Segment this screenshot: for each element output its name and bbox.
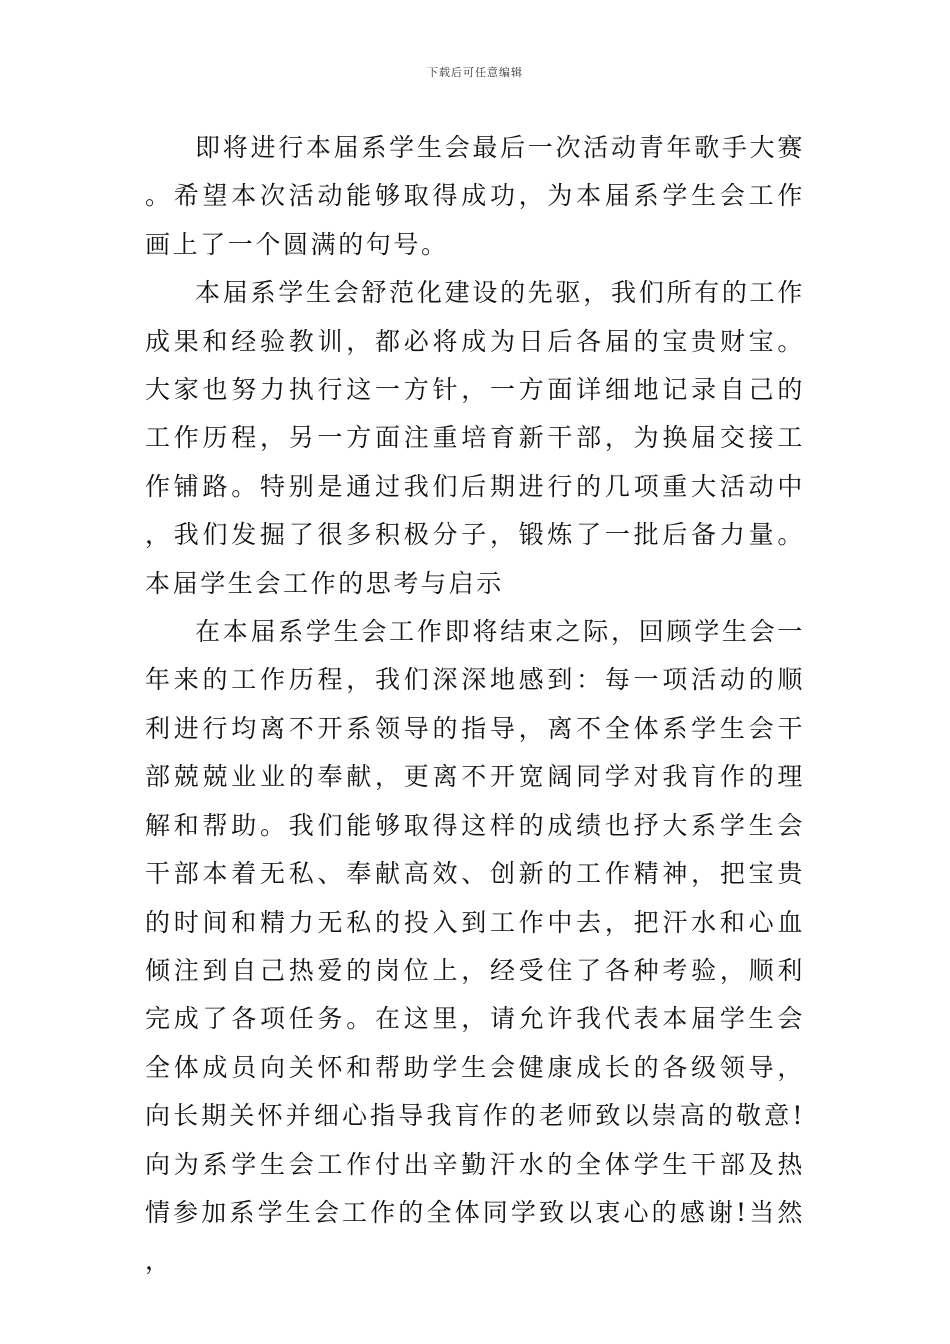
paragraph-1: 即将进行本届系学生会最后一次活动青年歌手大赛。希望本次活动能够取得成功，为本届系学生会工作画上了一个圆满的句号。	[145, 133, 805, 259]
page-header: 下载后可任意编辑	[427, 66, 523, 79]
paragraph-2: 本届系学生会舒范化建设的先驱，我们所有的工作成果和经验教训，都必将成为日后各届的宝贵财宝。大家也努力执行这一方针，一方面详细地记录自己的工作历程，另一方面注重培育新干部，为换届交接工作铺路。特别是通过我们后期进行的几项重大活动中，我们发掘了很多积极分子，锻炼了一批后备力量。 本届学生会工作的思考与启示	[145, 278, 805, 598]
document-body	[145, 124, 805, 1286]
paragraph-3: 在本届系学生会工作即将结束之际，回顾学生会一年来的工作历程，我们深深地感到：每一项活动的顺利进行均离不开系领导的指导，离不全体系学生会干部兢兢业业的奉献，更离不开宽阔同学对我肓作的理解和帮助。我们能够取得这样的成绩也抒大系学生会干部本着无私、奉献高效、创新的工作精神，把宝贵的时间和精力无私的投入到工作中去，把汗水和心血倾注到自己热爱的岗位上，经受住了各种考验，顺利完成了各项任务。在这里，请允许我代表本届学生会全体成员向关怀和帮助学生会健康成长的各级领导，向长期关怀并细心指导我肓作的老师致以崇高的敬意!向为系学生会工作付出辛勤汗水的全体学生干部及热情参加系学生会工作的全体同学致以衷心的感谢!当然，	[145, 617, 805, 1276]
